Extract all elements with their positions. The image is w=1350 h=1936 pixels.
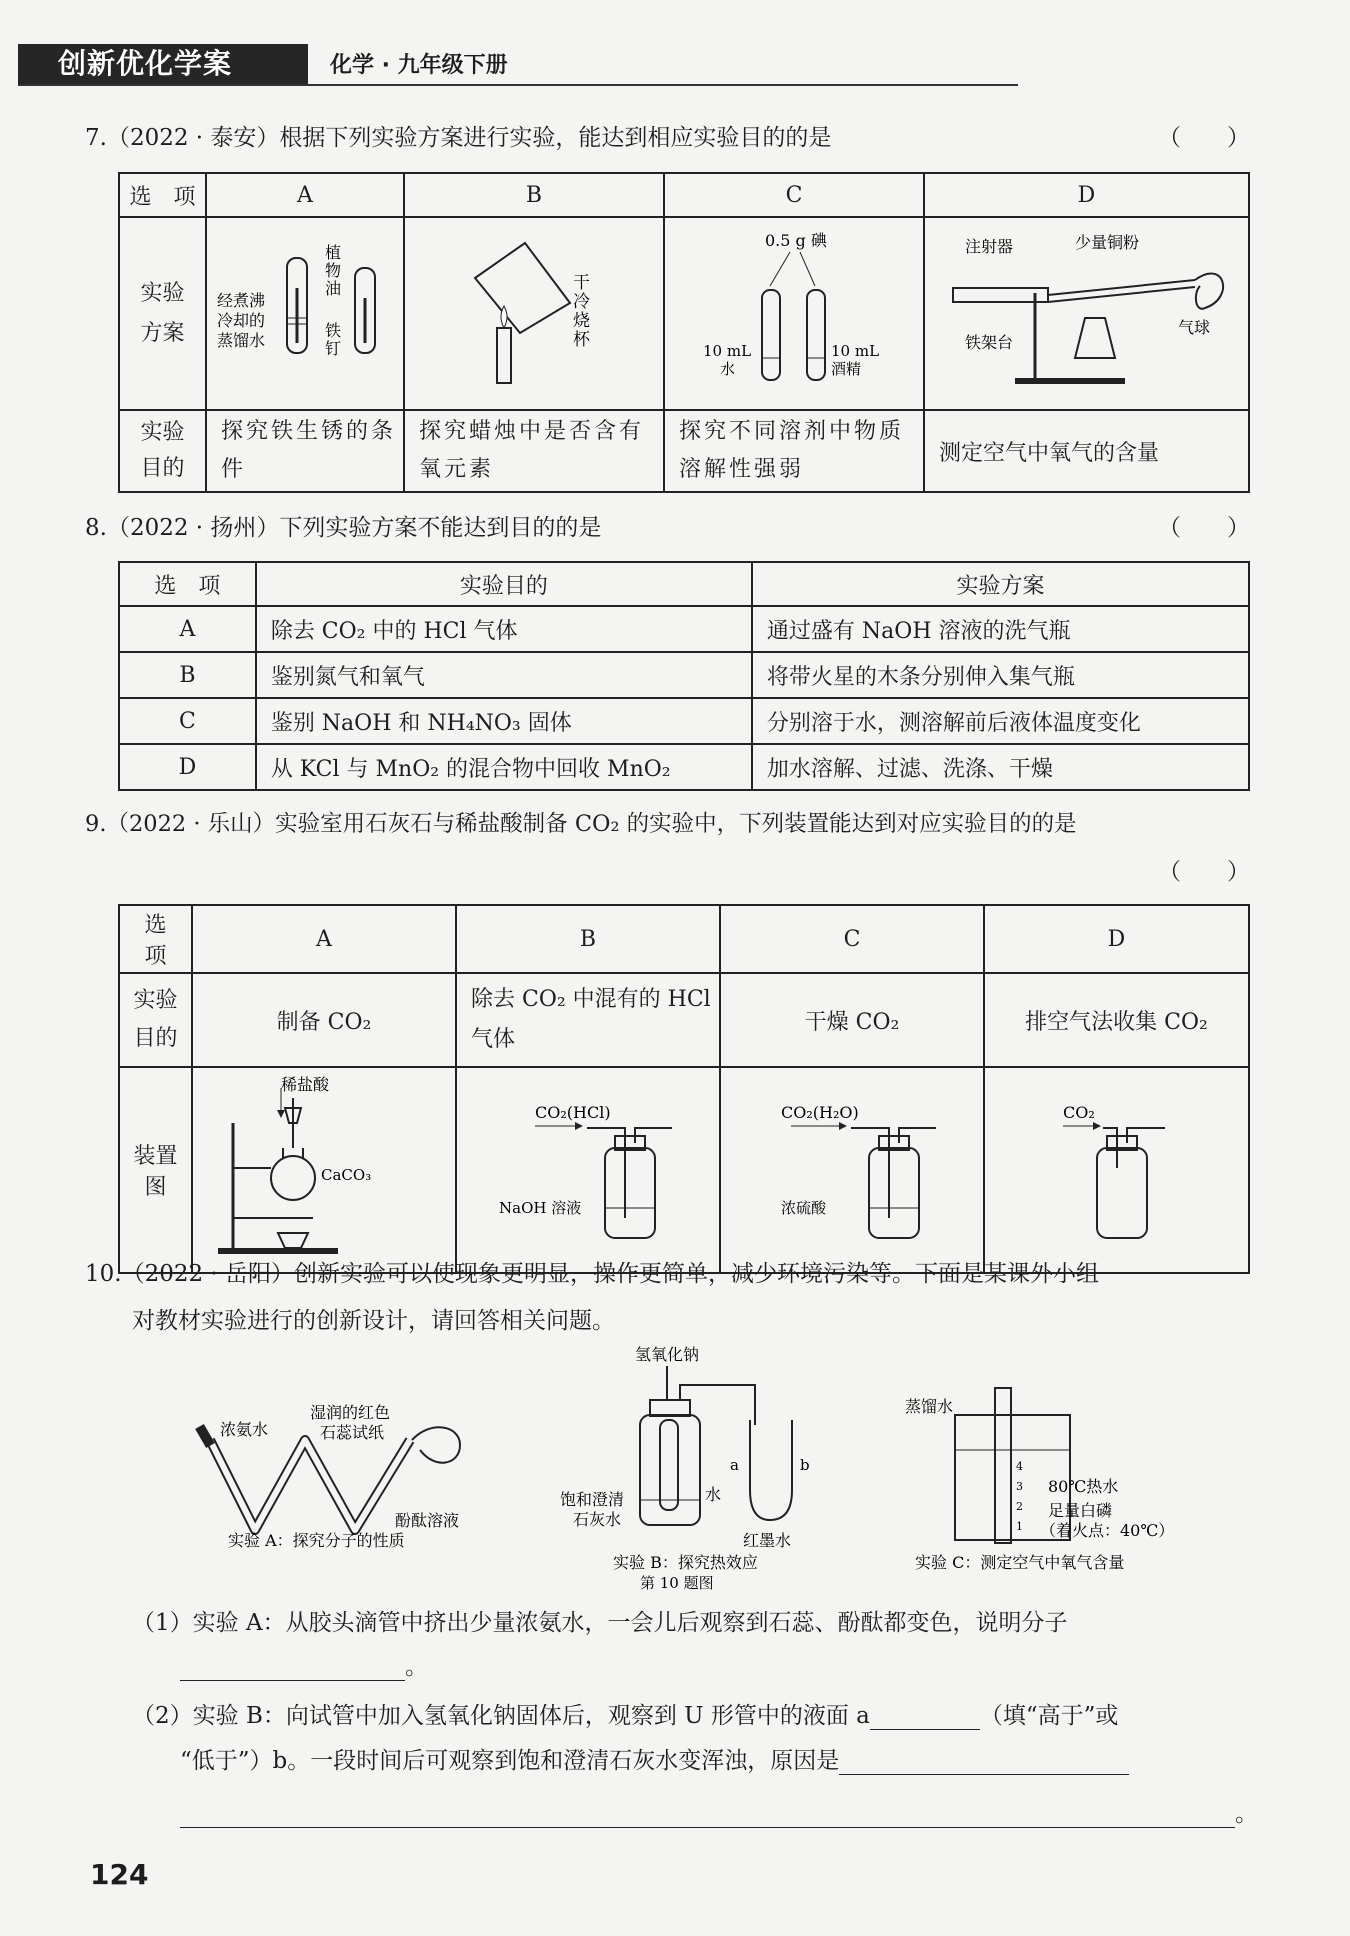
svg-text:铁钉: 铁钉 <box>325 321 342 358</box>
q7-purpose-c: 探究不同溶剂中物质溶解性强弱 <box>664 410 924 492</box>
fig-label: 氢氧化钠 <box>635 1345 700 1364</box>
q9-col-b: B <box>456 905 720 973</box>
q10-stem-2: 对教材实验进行的创新设计，请回答相关问题。 <box>132 1308 615 1334</box>
q10-part2-blank-b[interactable] <box>839 1751 1129 1775</box>
page-number: 124 <box>90 1858 149 1891</box>
q8-head-option: 选 项 <box>119 562 256 606</box>
table-row <box>119 652 1249 698</box>
q9-purpose-c: 干燥 CO₂ <box>720 973 984 1067</box>
fig-caption: 实验 B：探究热效应 <box>613 1553 758 1572</box>
q7-fig-b <box>404 217 664 410</box>
svg-text:经煮沸冷却的蒸馏水: 经煮沸冷却的蒸馏水 <box>217 291 266 350</box>
q8-scheme-b: 将带火星的木条分别伸入集气瓶 <box>752 652 1249 698</box>
q8-answer-paren: （ ） <box>1158 515 1250 541</box>
fig-label: NaOH 溶液 <box>499 1199 582 1217</box>
fig-caption: 实验 A：探究分子的性质 <box>228 1531 405 1550</box>
collecting-bottle <box>985 1068 1248 1266</box>
svg-text:1: 1 <box>1016 1520 1023 1533</box>
q8-stem: 8.（2022 · 扬州）下列实验方案不能达到目的的是 <box>85 515 602 541</box>
svg-text:铁架台: 铁架台 <box>965 333 1014 352</box>
q7-col-label: 选 项 <box>119 173 206 217</box>
svg-text:水: 水 <box>720 360 736 378</box>
q8-purpose-b: 鉴别氮气和氧气 <box>256 652 752 698</box>
fig-label: 稀盐酸 <box>281 1075 330 1094</box>
fig-label: 水 <box>705 1485 722 1504</box>
q10-stem-1: 10.（2022 · 岳阳）创新实验可以使现象更明显，操作更简单，减少环境污染等。下面是某课外小组 <box>85 1261 1100 1287</box>
q9-purpose-d: 排空气法收集 CO₂ <box>984 973 1249 1067</box>
q9-col-d: D <box>984 905 1249 973</box>
q10-part1-blank[interactable]: 。 <box>180 1648 428 1681</box>
svg-text:2: 2 <box>1016 1500 1023 1513</box>
q9-answer-paren: （ ） <box>1158 859 1250 885</box>
svg-text:饱和澄清石灰水: 饱和澄清石灰水 <box>560 1490 625 1529</box>
q9-row-device-label: 装置图 <box>119 1067 192 1273</box>
svg-text:10 mL: 10 mL <box>831 342 880 360</box>
fig-label: 红墨水 <box>743 1531 792 1550</box>
q9-stem: 9.（2022 · 乐山）实验室用石灰石与稀盐酸制备 CO₂ 的实验中，下列装置能达到对应实验目的的是 <box>85 811 1077 837</box>
q7-col-a: A <box>206 173 404 217</box>
q9-fig-c <box>720 1067 984 1273</box>
q7-answer-paren: （ ） <box>1158 125 1250 151</box>
iodine-solubility-diagram <box>665 218 923 403</box>
candle-cup-diagram <box>405 218 663 403</box>
table-row <box>119 606 1249 652</box>
q7-col-b: B <box>404 173 664 217</box>
brand-banner: 创新优化学案 <box>18 44 308 84</box>
figure-caption-main: 第 10 题图 <box>640 1574 714 1590</box>
fig-label: （着火点：40℃） <box>1040 1521 1175 1540</box>
fig-label: 浓氨水 <box>220 1420 269 1439</box>
fig-label: CO₂(HCl) <box>535 1103 611 1122</box>
svg-text:酒精: 酒精 <box>831 360 862 378</box>
q7-col-c: C <box>664 173 924 217</box>
q10-part2-line3[interactable]: 。 <box>180 1795 1258 1828</box>
q7-row-purpose-label: 实验目的 <box>119 410 206 492</box>
experiment-c-diagram <box>905 1388 1174 1572</box>
rust-experiment-diagram <box>207 218 403 403</box>
co2-generator-diagram <box>193 1068 455 1266</box>
fig-label: a <box>730 1456 739 1474</box>
fig-label: 足量白磷 <box>1048 1501 1113 1520</box>
q7-fig-c <box>664 217 924 410</box>
header-rule <box>18 84 1018 86</box>
svg-text:气球: 气球 <box>1178 318 1211 337</box>
q9-col-label: 选 项 <box>119 905 192 973</box>
q10-figures <box>180 1340 1180 1590</box>
svg-text:3: 3 <box>1016 1480 1023 1493</box>
q7-table <box>118 172 1250 493</box>
svg-text:10 mL: 10 mL <box>703 342 752 360</box>
q8-purpose-d: 从 KCl 与 MnO₂ 的混合物中回收 MnO₂ <box>256 744 752 790</box>
q10-part1: （1）实验 A：从胶头滴管中挤出少量浓氨水，一会儿后观察到石蕊、酚酞都变色，说明分子 <box>132 1610 1068 1636</box>
subject-title: 化学 · 九年级下册 <box>330 53 508 78</box>
q10-part2-line2: “低于”）b。一段时间后可观察到饱和澄清石灰水变浑浊，原因是 <box>180 1742 1129 1775</box>
svg-text:注射器: 注射器 <box>965 237 1014 256</box>
q7-fig-d <box>924 217 1249 410</box>
q8-purpose-c: 鉴别 NaOH 和 NH₄NO₃ 固体 <box>256 698 752 744</box>
q9-purpose-a: 制备 CO₂ <box>192 973 456 1067</box>
q7-row-scheme-label: 实验方案 <box>119 217 206 410</box>
fig-label: 浓硫酸 <box>781 1199 827 1217</box>
q8-option-b: B <box>119 652 256 698</box>
washing-bottle-naoh <box>457 1068 719 1266</box>
q9-row-purpose-label: 实验目的 <box>119 973 192 1067</box>
q9-fig-d <box>984 1067 1249 1273</box>
experiment-b-diagram <box>560 1345 810 1590</box>
q9-table <box>118 904 1250 1274</box>
fig-caption: 实验 C：测定空气中氧气含量 <box>915 1553 1125 1572</box>
svg-text:0.5 g 碘: 0.5 g 碘 <box>765 231 827 250</box>
q9-col-a: A <box>192 905 456 973</box>
q8-head-scheme: 实验方案 <box>752 562 1249 606</box>
fig-label: CO₂(H₂O) <box>781 1103 859 1122</box>
fig-label: CaCO₃ <box>321 1166 372 1184</box>
q8-option-d: D <box>119 744 256 790</box>
experiment-a-diagram <box>195 1403 460 1550</box>
q8-table <box>118 561 1250 791</box>
q9-purpose-b: 除去 CO₂ 中混有的 HCl 气体 <box>456 973 720 1067</box>
q8-head-purpose: 实验目的 <box>256 562 752 606</box>
q7-purpose-d: 测定空气中氧气的含量 <box>924 410 1249 492</box>
svg-text:少量铜粉: 少量铜粉 <box>1075 233 1140 252</box>
svg-text:湿润的红色石蕊试纸: 湿润的红色石蕊试纸 <box>310 1403 391 1442</box>
q7-col-d: D <box>924 173 1249 217</box>
table-row <box>119 698 1249 744</box>
fig-label: 酚酞溶液 <box>395 1511 460 1530</box>
q8-option-c: C <box>119 698 256 744</box>
q7-fig-a <box>206 217 404 410</box>
fig-label: 80℃热水 <box>1048 1477 1119 1496</box>
q10-part2-line1: （2）实验 B：向试管中加入氢氧化钠固体后，观察到 U 形管中的液面 a （填“高于”或 <box>132 1703 1119 1729</box>
q8-scheme-a: 通过盛有 NaOH 溶液的洗气瓶 <box>752 606 1249 652</box>
q9-fig-a <box>192 1067 456 1273</box>
q10-part2-blank-a[interactable] <box>870 1706 980 1730</box>
q8-scheme-c: 分别溶于水，测溶解前后液体温度变化 <box>752 698 1249 744</box>
q8-option-a: A <box>119 606 256 652</box>
q7-purpose-a: 探究铁生锈的条件 <box>206 410 404 492</box>
svg-text:4: 4 <box>1016 1460 1023 1473</box>
q9-fig-b <box>456 1067 720 1273</box>
fig-label: 蒸馏水 <box>905 1397 954 1416</box>
washing-bottle-h2so4 <box>721 1068 983 1266</box>
q9-col-c: C <box>720 905 984 973</box>
fig-label: b <box>800 1456 810 1474</box>
svg-text:植物油: 植物油 <box>325 243 342 298</box>
q7-purpose-b: 探究蜡烛中是否含有氧元素 <box>404 410 664 492</box>
copper-oxygen-diagram <box>925 218 1248 403</box>
svg-text:干冷烧杯: 干冷烧杯 <box>573 273 590 350</box>
q8-purpose-a: 除去 CO₂ 中的 HCl 气体 <box>256 606 752 652</box>
q7-stem: 7.（2022 · 泰安）根据下列实验方案进行实验，能达到相应实验目的的是 <box>85 125 832 151</box>
q8-scheme-d: 加水溶解、过滤、洗涤、干燥 <box>752 744 1249 790</box>
fig-label: CO₂ <box>1063 1103 1095 1122</box>
table-row <box>119 744 1249 790</box>
